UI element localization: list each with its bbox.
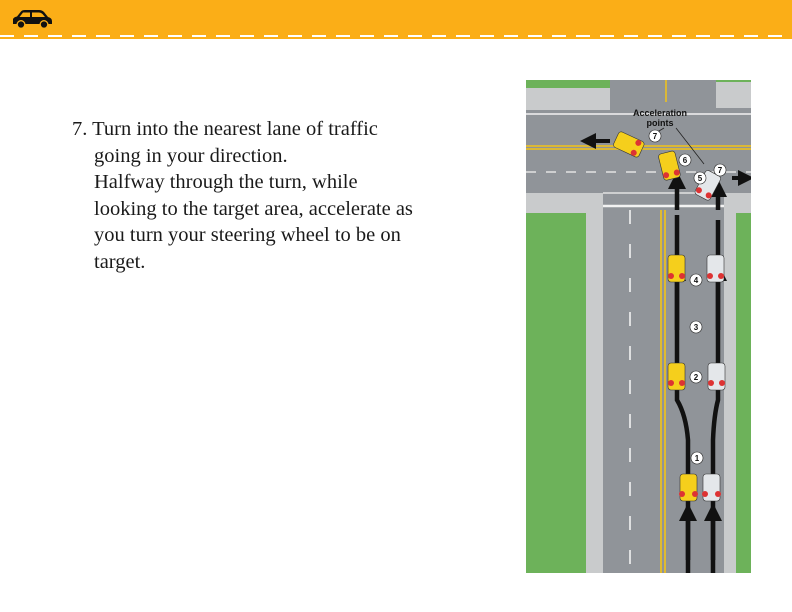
sidewalk-top-right (716, 82, 751, 108)
svg-text:2: 2 (693, 373, 699, 382)
step-badge-1 (691, 452, 703, 464)
car-white-2 (708, 363, 725, 390)
step-badge-7-left (649, 130, 661, 142)
text-line-4: looking to the target area, accelerate as (94, 197, 413, 220)
text-line-6: target. (94, 250, 146, 273)
text-line-2: going in your direction. (94, 144, 288, 167)
svg-text:7: 7 (652, 132, 658, 141)
car-white-4 (707, 255, 724, 282)
svg-text:5: 5 (697, 174, 703, 183)
sidewalk-top-left (526, 88, 610, 110)
caption-acceleration: Acceleration (632, 108, 688, 118)
grass-right (736, 213, 751, 573)
step-badge-2 (690, 371, 702, 383)
car-yellow-2 (668, 363, 685, 390)
car-icon (10, 8, 54, 30)
svg-text:1: 1 (694, 454, 700, 463)
svg-text:3: 3 (693, 323, 699, 332)
header-dash-border (0, 33, 792, 39)
caption-points: points (646, 118, 674, 128)
step-badge-4 (690, 274, 702, 286)
text-line-5: you turn your steering wheel to be on (94, 224, 401, 246)
grass-left (526, 213, 586, 573)
svg-text:7: 7 (717, 166, 723, 175)
text-line-3: Halfway through the turn, while (94, 171, 358, 193)
svg-text:4: 4 (693, 276, 699, 285)
step-badge-7-right (714, 164, 726, 176)
text-line-1: 7. Turn into the nearest lane of traffic (72, 118, 378, 140)
left-turn-diagram (526, 80, 751, 573)
step-badge-5 (694, 172, 706, 184)
car-yellow-start (679, 474, 698, 501)
car-yellow-4 (668, 255, 685, 282)
step-badge-6 (679, 154, 691, 166)
car-white-start (702, 474, 721, 501)
slide-text (72, 116, 492, 275)
step-badge-3 (690, 321, 702, 333)
svg-text:6: 6 (682, 156, 688, 165)
